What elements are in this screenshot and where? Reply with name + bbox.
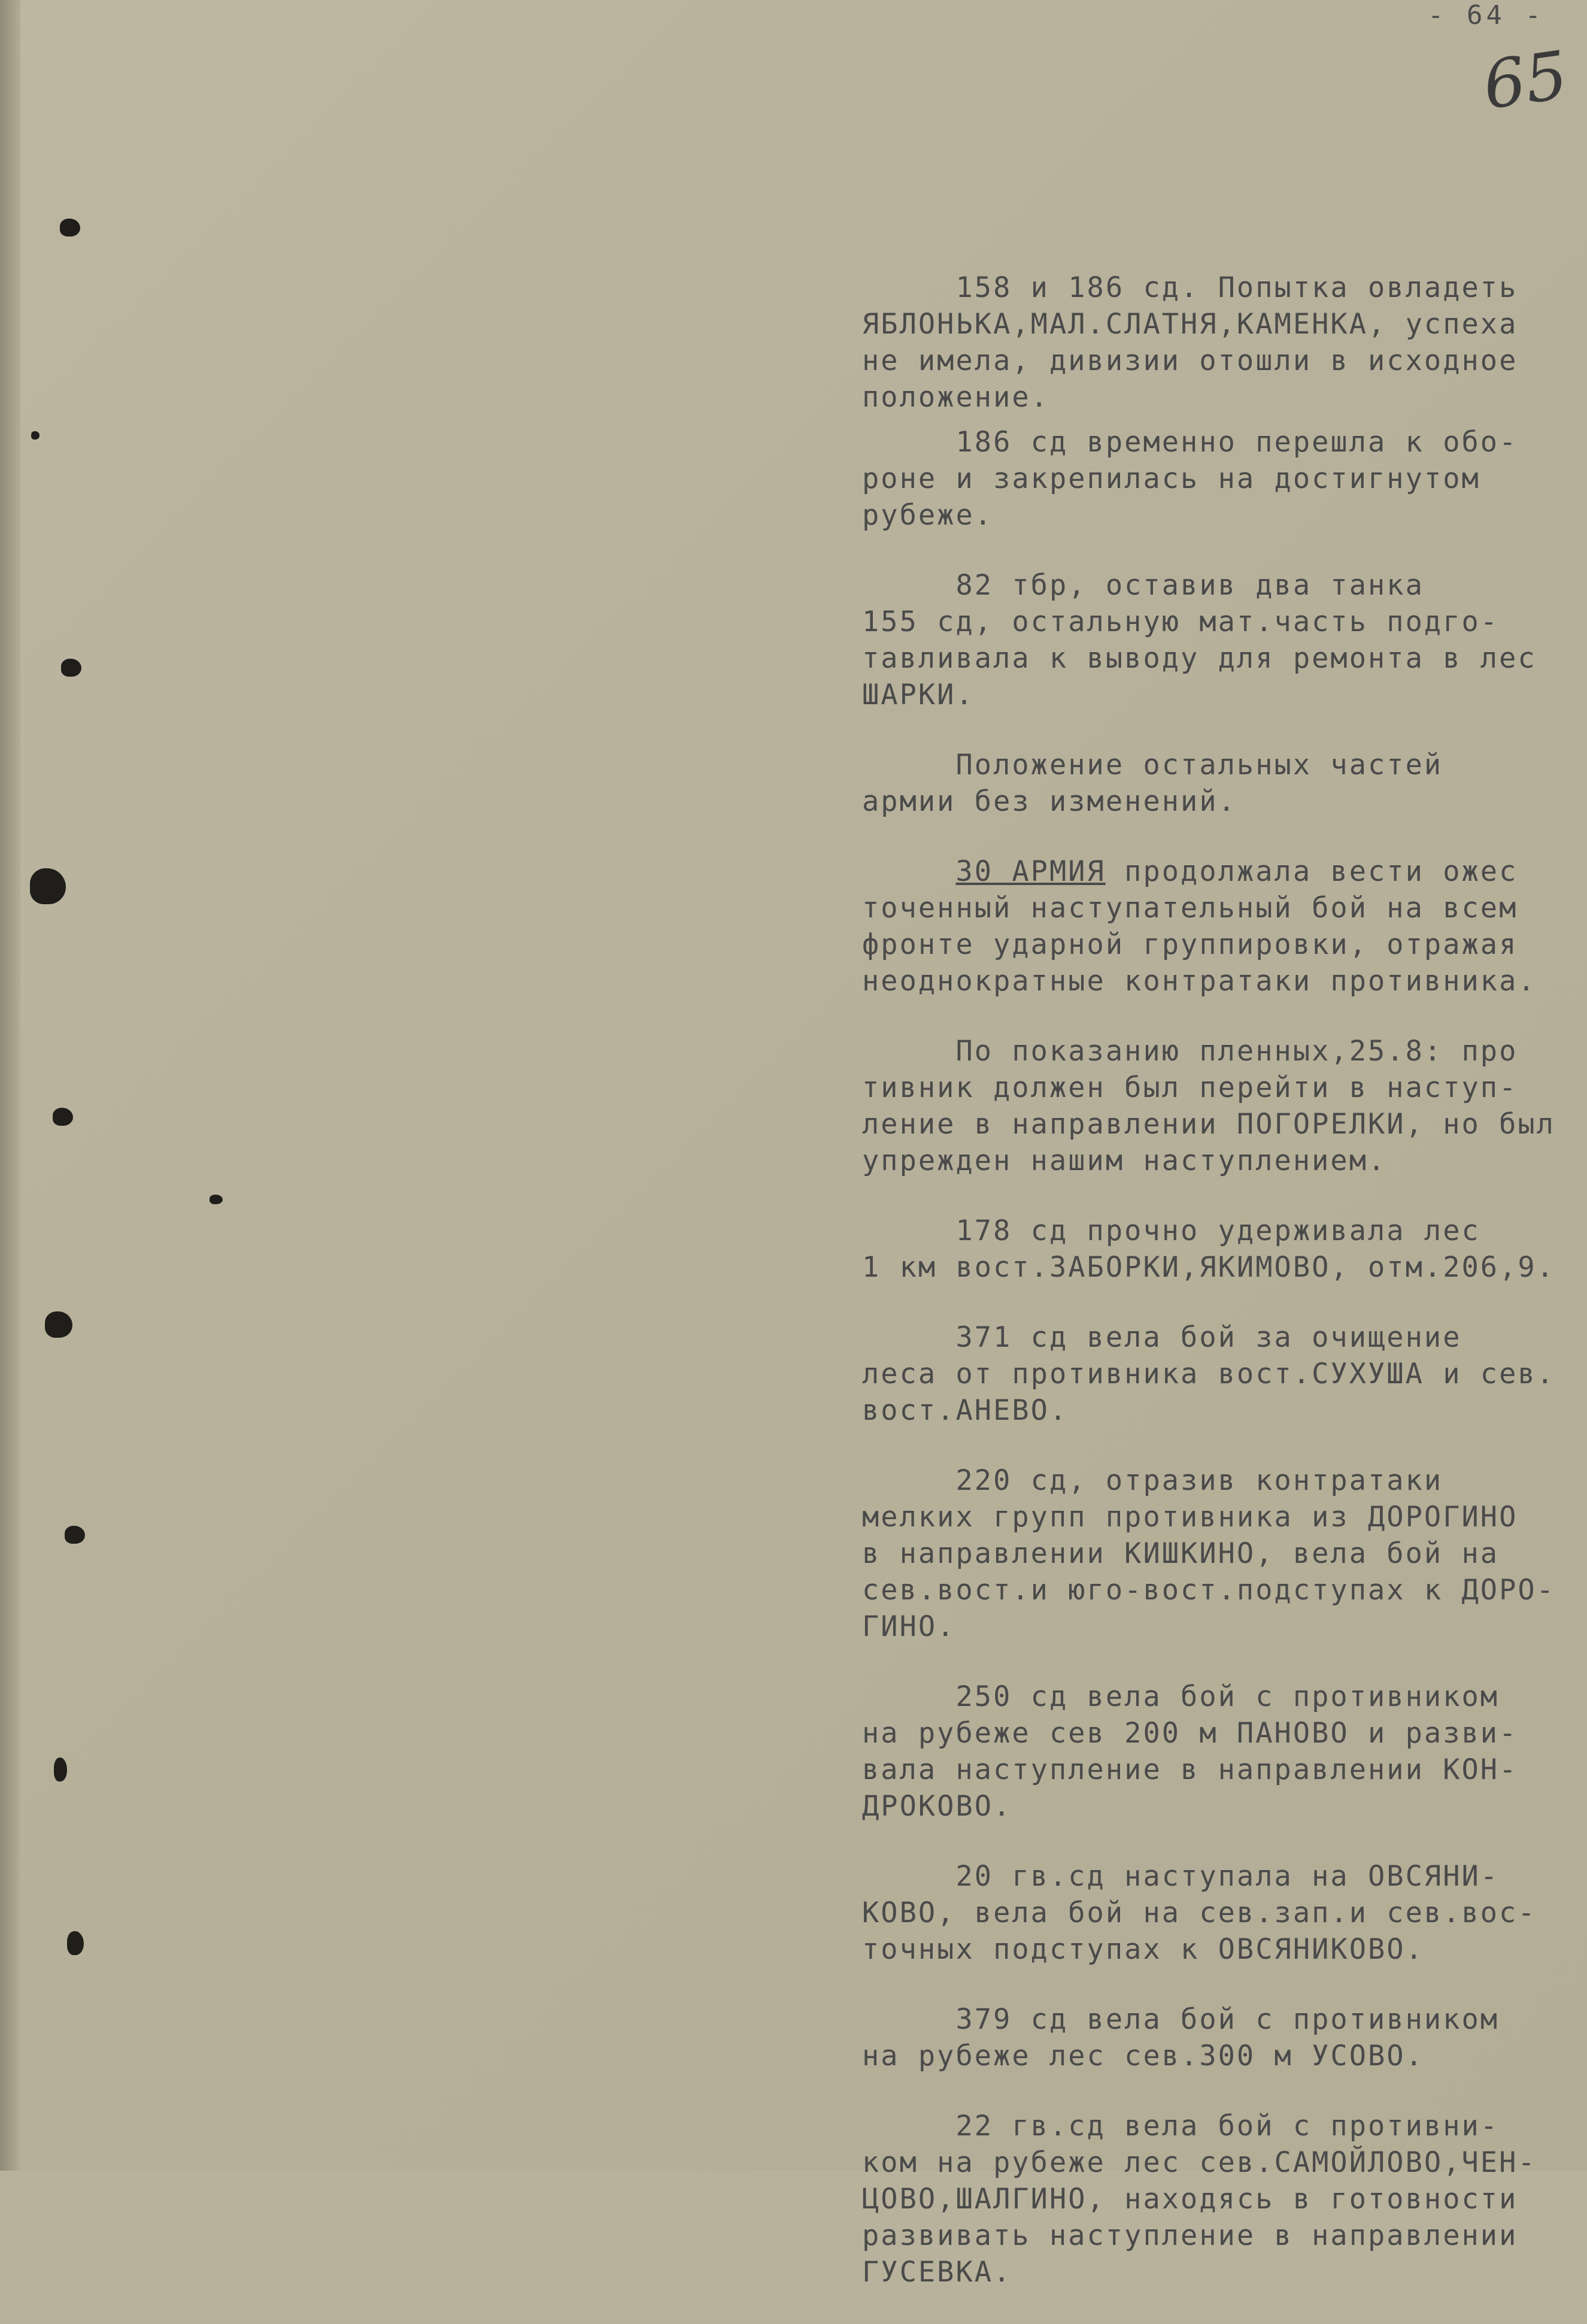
text-line: развивать наступление в направлении	[862, 2219, 1518, 2252]
text-line: точенный наступательный бой на всем	[862, 892, 1518, 925]
text-line: 22 гв.сд вела бой с противни-	[862, 2110, 1500, 2143]
folio-number: 65	[1478, 36, 1573, 125]
paragraph	[862, 747, 1574, 820]
text-line: тивник должен был перейти в наступ-	[862, 1071, 1518, 1104]
binding-hole	[61, 659, 81, 677]
text-line: 371 сд вела бой за очищение	[862, 1321, 1462, 1354]
paragraph	[862, 1462, 1574, 1645]
paragraph	[862, 1319, 1574, 1429]
binding-hole	[210, 1195, 223, 1204]
army-heading: 30 АРМИЯ	[955, 855, 1106, 888]
text-line: положение.	[862, 381, 1049, 414]
text-line: точных подступах к ОВСЯНИКОВО.	[862, 1933, 1424, 1966]
text-line: фронте ударной группировки, отражая	[862, 928, 1518, 961]
paragraph	[862, 1213, 1574, 1286]
text-line: леса от противника вост.СУХУША и сев.	[862, 1358, 1555, 1390]
text-line: на рубеже лес сев.300 м УСОВО.	[862, 2040, 1424, 2072]
binding-hole	[30, 868, 66, 904]
paragraph	[862, 269, 1574, 416]
paragraph	[862, 1858, 1574, 1968]
paragraph	[862, 2108, 1574, 2290]
binding-hole	[45, 1311, 72, 1338]
binding-hole	[65, 1526, 85, 1544]
text-line: 379 сд вела бой с противником	[862, 2003, 1500, 2036]
text-line: 220 сд, отразив контратаки	[862, 1464, 1443, 1497]
text-line: ЯБЛОНЬКА,МАЛ.СЛАТНЯ,КАМЕНКА, успеха	[862, 308, 1518, 341]
binding-hole	[60, 219, 80, 237]
text-line: Положение остальных частей	[862, 749, 1443, 781]
text-line: 178 сд прочно удерживала лес	[862, 1214, 1480, 1247]
text-line: ком на рубеже лес сев.САМОЙЛОВО,ЧЕН-	[862, 2146, 1537, 2179]
text-line: 20 гв.сд наступала на ОВСЯНИ-	[862, 1860, 1500, 1893]
text-line: мелких групп противника из ДОРОГИНО	[862, 1501, 1518, 1534]
text-line: армии без изменений.	[862, 785, 1237, 818]
paragraph	[862, 2001, 1574, 2074]
text-line: КОВО, вела бой на сев.зап.и сев.вос-	[862, 1896, 1537, 1929]
paragraph	[862, 567, 1574, 713]
text-line: сев.вост.и юго-вост.подступах к ДОРО-	[862, 1574, 1555, 1607]
text-line: По показанию пленных,25.8: про	[862, 1035, 1518, 1068]
paragraph	[862, 853, 1574, 999]
text-line: 186 сд временно перешла к обо-	[862, 426, 1518, 459]
binding-hole	[54, 1758, 67, 1781]
text-line: не имела, дивизии отошли в исходное	[862, 344, 1518, 377]
text-line: на рубеже сев 200 м ПАНОВО и разви-	[862, 1717, 1518, 1750]
binding-hole	[67, 1931, 84, 1955]
text-line: 250 сд вела бой с противником	[862, 1680, 1500, 1713]
text-line: 158 и 186 сд. Попытка овладеть	[862, 271, 1518, 304]
binding-hole	[53, 1108, 73, 1126]
text-line: неоднократные контратаки противника.	[862, 965, 1537, 998]
text-line: роне и закрепилась на достигнутом	[862, 462, 1480, 495]
text-line: ДРОКОВО.	[862, 1790, 1012, 1823]
paragraph	[862, 1033, 1574, 1179]
text-line: ГУСЕВКА.	[862, 2256, 1012, 2289]
text-line: тавливала к выводу для ремонта в лес	[862, 642, 1537, 675]
text-line: 1 км вост.ЗАБОРКИ,ЯКИМОВО, отм.206,9.	[862, 1251, 1555, 1284]
text-line: ГИНО.	[862, 1610, 956, 1643]
text-line: в направлении КИШКИНО, вела бой на	[862, 1537, 1500, 1570]
text-line: упрежден нашим наступлением.	[862, 1144, 1387, 1177]
paragraph	[862, 424, 1574, 534]
page-edge-shadow	[0, 0, 20, 2171]
binding-hole	[31, 431, 40, 440]
text-line: вала наступление в направлении КОН-	[862, 1753, 1518, 1786]
text-line: рубеже.	[862, 499, 994, 532]
typewritten-body	[862, 269, 1574, 2324]
paragraph	[862, 1678, 1574, 1825]
text-line: ЦОВО,ШАЛГИНО, находясь в готовности	[862, 2183, 1518, 2216]
text-line: вост.АНЕВО.	[862, 1394, 1069, 1427]
text-line: 30 АРМИЯ продолжала вести ожес	[955, 855, 1518, 888]
page-number: - 64 -	[1428, 0, 1544, 31]
text-line: 155 сд, остальную мат.часть подго-	[862, 605, 1500, 638]
text-line: ШАРКИ.	[862, 678, 975, 711]
text-line: 82 тбр, оставив два танка	[862, 569, 1424, 602]
text-line: ление в направлении ПОГОРЕЛКИ, но был	[862, 1108, 1555, 1141]
